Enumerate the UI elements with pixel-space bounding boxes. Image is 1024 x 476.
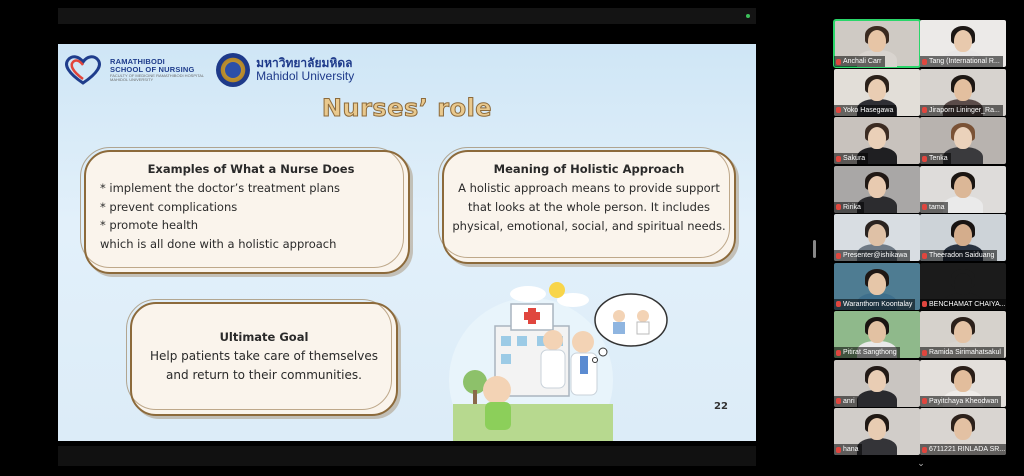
participant-name: Ririka	[843, 203, 861, 211]
participant-name-label	[920, 202, 948, 213]
examples-footer: which is all done with a holistic approach	[100, 236, 337, 251]
participant-tile[interactable]	[834, 263, 920, 310]
examples-card	[84, 150, 410, 274]
participant-name: Theeradon Saiduang	[929, 252, 995, 259]
participant-name-label	[920, 56, 1003, 67]
participant-tile[interactable]	[834, 117, 920, 164]
muted-mic-icon	[836, 398, 841, 404]
participant-tile[interactable]	[920, 263, 1006, 310]
participant-name-label	[834, 299, 915, 310]
participant-name: Payitchaya Kheodwan	[929, 397, 999, 405]
participant-video	[954, 273, 972, 295]
goal-card	[130, 302, 398, 416]
participant-tile[interactable]	[920, 311, 1006, 358]
participant-tile[interactable]	[920, 117, 1006, 164]
ramathibodi-nursing-logo-icon	[62, 53, 104, 87]
participant-name-label	[834, 153, 868, 164]
mahidol-seal-icon	[216, 53, 250, 87]
chevron-down-icon[interactable]: ⌄	[917, 459, 925, 469]
nursing-line-3: FACULTY OF MEDICINE RAMATHIBODI HOSPITAL	[110, 72, 205, 78]
participant-video	[868, 321, 886, 343]
participant-tile[interactable]	[920, 69, 1006, 116]
share-top-bar	[58, 8, 756, 24]
participant-name-label	[920, 347, 1004, 358]
muted-mic-icon	[836, 107, 841, 113]
participant-name: Pitirat Sangthong	[843, 349, 897, 356]
participant-name: Anchali Carr	[843, 58, 882, 65]
participant-name-label	[834, 202, 864, 213]
participant-name: Tang (International R...	[929, 58, 1000, 65]
participant-video	[868, 176, 886, 198]
holistic-heading: Meaning of Holistic Approach	[493, 162, 685, 176]
participant-tile[interactable]	[920, 214, 1006, 261]
child-figure-icon	[483, 376, 511, 404]
goal-heading: Ultimate Goal	[219, 330, 309, 344]
participant-tile[interactable]	[920, 166, 1006, 213]
slide-title: Nurses’ role	[321, 94, 493, 122]
participant-tile[interactable]	[920, 360, 1006, 407]
participant-name: Waranthorn Koontalay	[843, 300, 913, 308]
muted-mic-icon	[922, 301, 927, 307]
participant-video	[954, 418, 972, 440]
participant-video	[954, 224, 972, 246]
panel-splitter-handle[interactable]	[813, 240, 816, 258]
participant-name: Ramida Sirimahatsakul	[929, 349, 1001, 356]
doctor-figure-icon	[572, 331, 594, 353]
participant-video	[954, 30, 972, 52]
participant-tile[interactable]	[834, 20, 920, 67]
hospital-illustration	[433, 270, 673, 441]
muted-mic-icon	[922, 398, 927, 404]
muted-mic-icon	[836, 301, 841, 307]
muted-mic-icon	[836, 253, 841, 259]
participant-video	[868, 370, 886, 392]
muted-mic-icon	[922, 204, 927, 210]
participant-video	[868, 418, 886, 440]
mahidol-thai-name: มหาวิทยาลัยมหิดล	[256, 55, 353, 70]
participant-video	[868, 79, 886, 101]
participant-name: 6711221 RINLADA SR...	[929, 446, 1006, 453]
participant-tile[interactable]	[834, 311, 920, 358]
grass	[453, 404, 613, 441]
red-cross-icon	[524, 312, 540, 320]
participant-video	[954, 370, 972, 392]
holistic-card	[442, 150, 736, 264]
participant-name: Sakura	[843, 155, 866, 162]
slide-logo-header	[62, 50, 354, 90]
muted-mic-icon	[836, 204, 841, 210]
muted-mic-icon	[922, 156, 927, 162]
participant-name: hana	[843, 446, 859, 453]
muted-mic-icon	[836, 350, 841, 356]
participant-video	[857, 438, 897, 455]
examples-item: * prevent complications	[100, 199, 238, 214]
muted-mic-icon	[836, 447, 841, 453]
participant-video	[857, 390, 897, 407]
participant-video	[868, 127, 886, 149]
muted-mic-icon	[922, 253, 927, 259]
examples-heading: Examples of What a Nurse Does	[147, 162, 355, 176]
sharing-indicator-dot	[746, 14, 750, 18]
participant-tile[interactable]	[834, 69, 920, 116]
participant-tile[interactable]	[834, 408, 920, 455]
participant-video	[954, 321, 972, 343]
participant-name: BENCHAMAT CHAIYA...	[929, 300, 1006, 308]
participant-name-label	[834, 56, 885, 67]
participant-name: tama	[929, 203, 945, 211]
cloud-icon	[510, 286, 546, 302]
participant-name: anri	[843, 397, 855, 405]
muted-mic-icon	[922, 350, 927, 356]
muted-mic-icon	[922, 59, 927, 65]
participant-video	[954, 127, 972, 149]
participant-name-label	[834, 396, 858, 407]
examples-item: * implement the doctor’s treatment plans	[100, 181, 341, 195]
participant-name: Tenka	[929, 155, 948, 162]
examples-item: * promote health	[100, 218, 199, 232]
participant-name: Presenter@ishikawa	[843, 252, 908, 259]
sun-icon	[549, 282, 565, 298]
participant-tile[interactable]	[834, 166, 920, 213]
presentation-slide	[58, 44, 756, 441]
participant-tile[interactable]	[834, 214, 920, 261]
examples-list	[100, 179, 402, 253]
participant-gallery	[834, 20, 1010, 460]
goal-text: Help patients take care of themselves and return to their communities.	[149, 349, 378, 382]
muted-mic-icon	[836, 59, 841, 65]
participant-name: Yoko Hasegawa	[843, 106, 894, 114]
nursing-line-2: SCHOOL OF NURSING	[110, 64, 195, 74]
muted-mic-icon	[922, 107, 927, 113]
participant-name: Jiraporn Lininger_Ra...	[929, 106, 1000, 114]
participant-name-label	[920, 105, 1003, 116]
participant-name-label	[920, 396, 1001, 407]
muted-mic-icon	[922, 447, 927, 453]
participant-name-label	[834, 105, 896, 116]
mahidol-university-name	[256, 57, 354, 83]
nursing-school-name	[110, 58, 204, 82]
participant-name-label	[920, 153, 951, 164]
participant-video	[868, 224, 886, 246]
nurse-figure-icon	[543, 330, 563, 350]
nursing-line-1: RAMATHIBODI	[110, 56, 165, 66]
nursing-line-4: MAHIDOL UNIVERSITY	[110, 76, 154, 82]
participant-name-label	[920, 444, 1006, 455]
participant-video	[868, 30, 886, 52]
participant-name-label	[834, 444, 862, 455]
participant-name-label	[834, 250, 910, 261]
participant-tile[interactable]	[920, 408, 1006, 455]
participant-video	[943, 196, 983, 213]
participant-tile[interactable]	[834, 360, 920, 407]
holistic-text: A holistic approach means to provide support that looks at the whole person. It includes physical, emotional, social, and spiritual needs.	[452, 181, 726, 233]
participant-tile[interactable]	[920, 20, 1006, 67]
participant-video	[954, 79, 972, 101]
participant-video	[868, 273, 886, 295]
participant-video	[954, 176, 972, 198]
participant-name-label	[920, 299, 1006, 310]
slide-page-number: 22	[714, 401, 728, 412]
thought-bubble-icon	[595, 294, 667, 346]
muted-mic-icon	[836, 156, 841, 162]
participant-name-label	[834, 347, 900, 358]
participant-name-label	[920, 250, 997, 261]
share-bottom-bar	[58, 446, 756, 466]
mahidol-english-name: Mahidol University	[256, 69, 355, 83]
